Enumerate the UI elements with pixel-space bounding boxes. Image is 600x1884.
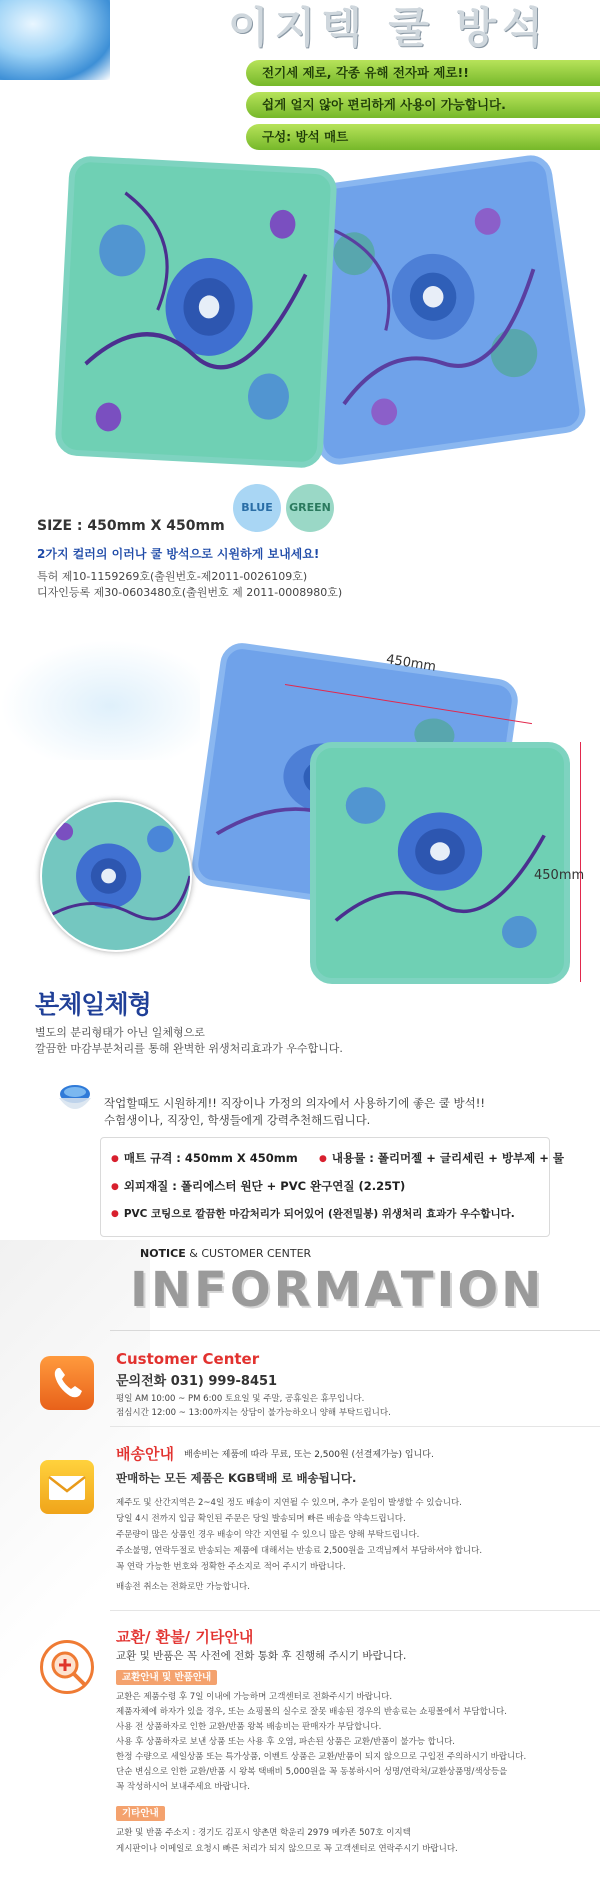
shipping-courier: 판매하는 모든 제품은 KGB택배 로 배송됩니다. bbox=[116, 1471, 357, 1485]
slogan: 2가지 컬러의 이러나 쿨 방석으로 시원하게 보내세요! bbox=[37, 547, 320, 561]
green-color-swatch: GREEN bbox=[286, 484, 334, 532]
exchange-label: 교환안내 및 반품안내 bbox=[116, 1670, 217, 1685]
spec-coating: ● PVC 코팅으로 깔끔한 마감처리가 되어있어 (완전밀봉) 위생처리 효과가 우수합니다. bbox=[111, 1206, 515, 1221]
spec-contents: ● 내용물 : 폴리머젤 + 글리세린 + 방부제 + 물 bbox=[319, 1150, 564, 1166]
page-title: 이지텍 쿨 방석 bbox=[228, 3, 549, 52]
integrated-description: 깔끔한 마감부분처리를 통해 완벽한 위생처리효과가 우수합니다. bbox=[35, 1042, 343, 1055]
lunch-hours: 점심시간 12:00 ~ 13:00까지는 상담이 불가능하오니 양해 부탁드립니다. bbox=[116, 1408, 391, 1418]
contact-note: 게시판이나 이메일로 요청시 빠른 처리가 되지 않으므로 꼭 고객센터로 연락주시기 바랍니다. bbox=[116, 1844, 458, 1854]
shipping-note: 제주도 및 산간지역은 2~4일 정도 배송이 지연될 수 있으며, 추가 운임이 발생할 수 있습니다. bbox=[116, 1498, 462, 1508]
water-splash-decoration bbox=[0, 0, 110, 80]
fabric-closeup-image bbox=[40, 800, 192, 952]
height-dimension-line bbox=[580, 742, 581, 982]
divider bbox=[110, 1330, 600, 1331]
notice-bold: NOTICE bbox=[140, 1247, 186, 1260]
divider bbox=[110, 1610, 600, 1611]
patent-info: 특허 제10-1159269호(출원번호-제2011-0026109호) bbox=[37, 570, 308, 583]
width-dimension-label: 450mm bbox=[385, 652, 438, 675]
divider bbox=[110, 1426, 600, 1427]
etc-label: 기타안내 bbox=[116, 1806, 165, 1821]
shipping-note: 꼭 연락 가능한 번호와 정확한 주소지로 적어 주시기 바랍니다. bbox=[116, 1562, 346, 1572]
return-address: 교환 및 반품 주소지 : 경기도 김포시 양촌면 학운리 2979 메카존 507호 이지텍 bbox=[116, 1828, 411, 1838]
mail-icon bbox=[40, 1460, 94, 1514]
size-label: SIZE : 450mm X 450mm bbox=[37, 518, 225, 534]
shipping-title: 배송안내 bbox=[116, 1445, 174, 1463]
returns-note: 단순 변심으로 인한 교환/반품 시 왕복 택배비 5,000원을 꼭 동봉하시어 성명/연락처/교환상품명/색상등을 bbox=[116, 1767, 508, 1777]
feature-bar-3: 구성: 방석 매트 bbox=[246, 124, 600, 150]
spec-box bbox=[100, 1137, 565, 1237]
feature-bar-2: 쉽게 얼지 않아 편리하게 사용이 가능합니다. bbox=[246, 92, 600, 118]
phone-icon bbox=[40, 1356, 94, 1410]
business-hours: 평일 AM 10:00 ~ PM 6:00 토요일 및 주말, 공휴일은 휴무입니다. bbox=[116, 1394, 365, 1404]
information-heading: INFORMATION bbox=[130, 1262, 545, 1318]
green-mat-image bbox=[54, 155, 337, 469]
returns-subtitle: 교환 및 반품은 꼭 사전에 전화 통화 후 진행해 주시기 바랍니다. bbox=[116, 1650, 407, 1662]
shipping-fee: 배송비는 제품에 따라 무료, 또는 2,500원 (선결제가능) 입니다. bbox=[184, 1450, 434, 1460]
returns-note: 사용 전 상품하자로 인한 교환/반품 왕복 배송비는 판매자가 부담합니다. bbox=[116, 1722, 382, 1732]
usage-description: 수험생이나, 직장인, 학생들에게 강력추천해드립니다. bbox=[104, 1113, 371, 1127]
blue-color-swatch: BLUE bbox=[233, 484, 281, 532]
returns-note: 제품자체에 하자가 있을 경우, 또는 쇼핑몰의 실수로 잘못 배송된 경우의 반송료는 쇼핑몰에서 부담합니다. bbox=[116, 1707, 507, 1717]
gel-bowl-icon bbox=[55, 1080, 95, 1118]
integrated-design-title: 본체일체형 bbox=[35, 990, 151, 1019]
returns-note: 교환은 제품수령 후 7일 이내에 가능하며 고객센터로 전화주시기 바랍니다. bbox=[116, 1692, 393, 1702]
notice-label bbox=[140, 1247, 311, 1260]
water-splash-decoration bbox=[0, 640, 200, 760]
notice-rest: & CUSTOMER CENTER bbox=[185, 1247, 312, 1260]
shipping-note: 주소불명, 연락두절로 반송되는 제품에 대해서는 반송료 2,500원을 고객님께서 부담하셔야 합니다. bbox=[116, 1546, 483, 1556]
returns-title: 교환/ 환불/ 기타안내 bbox=[116, 1628, 254, 1646]
feature-bar-1: 전기세 제로, 각종 유해 전자파 제로!! bbox=[246, 60, 600, 86]
customer-phone: 문의전화 031) 999-8451 bbox=[116, 1374, 278, 1389]
usage-description: 작업할때도 시원하게!! 직장이나 가정의 의자에서 사용하기에 좋은 쿨 방석!! bbox=[104, 1096, 485, 1110]
returns-note: 사용 후 상품하자로 보낸 상품 또는 사용 후 오염, 파손된 상품은 교환/반품이 불가능 합니다. bbox=[116, 1737, 455, 1747]
height-dimension-label: 450mm bbox=[534, 868, 585, 883]
shipping-note: 주문량이 많은 상품인 경우 배송이 약간 지연될 수 있으니 많은 양해 부탁드립니다. bbox=[116, 1530, 420, 1540]
design-registration-info: 디자인등록 제30-0603480호(출원번호 제 2011-0008980호) bbox=[37, 586, 343, 599]
integrated-description: 별도의 분리형태가 아닌 일체형으로 bbox=[35, 1026, 205, 1039]
customer-center-title: Customer Center bbox=[116, 1350, 260, 1368]
returns-note: 한정 수량으로 세일상품 또는 특가상품, 이벤트 상품은 교환/반품이 되지 않으므로 구입전 주의하시기 바랍니다. bbox=[116, 1752, 527, 1762]
spec-material: ● 외피재질 : 폴리에스터 원단 + PVC 완구연질 (2.25T) bbox=[111, 1178, 405, 1194]
shipping-note: 배송전 취소는 전화로만 가능합니다. bbox=[116, 1582, 250, 1592]
spec-mat-size: ● 매트 규격 : 450mm X 450mm bbox=[111, 1150, 298, 1166]
magnifier-plus-icon bbox=[40, 1640, 94, 1694]
shipping-note: 당일 4시 전까지 입금 확인된 주문은 당일 발송되며 빠른 배송을 약속드립니다. bbox=[116, 1514, 406, 1524]
returns-note: 꼭 작성하시어 보내주세요 바랍니다. bbox=[116, 1782, 250, 1792]
green-mat-image bbox=[310, 742, 570, 984]
